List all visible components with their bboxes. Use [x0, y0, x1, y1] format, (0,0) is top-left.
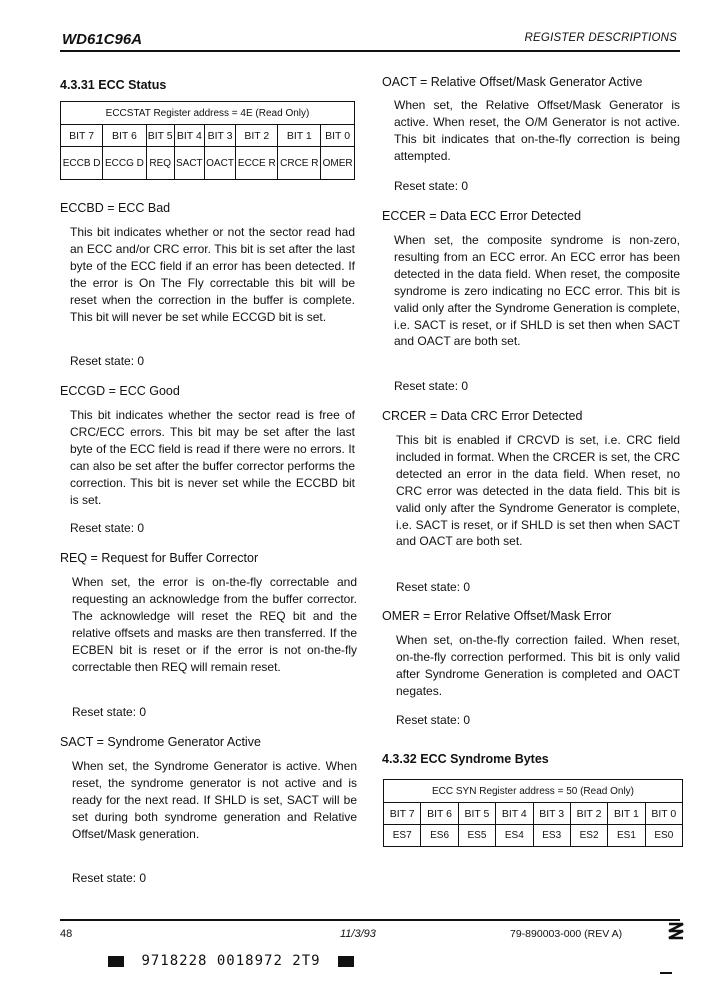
section-title-4-3-32: 4.3.32 ECC Syndrome Bytes [382, 752, 549, 766]
desc-oact: When set, the Relative Offset/Mask Generator is active. When reset, the O/M Generator is not active. This bit indicates that on-the-fly correction is being attempted. [394, 98, 680, 163]
reset-req: Reset state: 0 [72, 705, 147, 719]
bit-name: ES6 [421, 825, 458, 847]
term-eccer: ECCER = Data ECC Error Detected [382, 209, 582, 223]
footer-doc-number: 79-890003-000 (REV A) [510, 928, 623, 940]
section-header: REGISTER DESCRIPTIONS [524, 32, 677, 44]
reset-eccer: Reset state: 0 [394, 379, 469, 393]
bit-label: BIT 5 [458, 803, 495, 825]
desc-sact: When set, the Syndrome Generator is active. When reset, the syndrome generator is not active and is ready for the next read. If SHLD is set, SACT will be set during both syndrome generation and Relative Offset/Mask generation. [72, 759, 357, 841]
term-oact: OACT = Relative Offset/Mask Generator Active [382, 75, 643, 89]
bit-label: BIT 7 [61, 125, 103, 147]
term-crcer: CRCER = Data CRC Error Detected [382, 409, 583, 423]
bit-name: ES4 [496, 825, 533, 847]
footer-rule [60, 919, 680, 921]
bit-name: ECCG D [103, 147, 146, 180]
wd-logo-icon [668, 922, 684, 945]
bit-name: CRCE R [278, 147, 321, 180]
reset-eccgd: Reset state: 0 [70, 521, 145, 535]
desc-req: When set, the error is on-the-fly correctable and requesting an acknowledge from the buffer corrector. The acknowledge will reset the REQ bit and the relative offsets and masks are then transferred. If the ECBEN bit is reset or if the error is not on-the-fly correctable then REQ will remain reset. [72, 575, 357, 674]
desc-eccbd: This bit indicates whether or not the sector read had an ECC and/or CRC error. This bit is set after the last byte of the ECC field if an error has been detected. If the error is On The Fly correctable this bit will be reset when the correction in the buffer is complete. This bit will never be set while ECCGD bit is set. [70, 225, 355, 324]
reset-eccbd: Reset state: 0 [70, 354, 145, 368]
section-title-4-3-31: 4.3.31 ECC Status [60, 78, 167, 92]
page-number: 48 [60, 928, 73, 940]
bit-label: BIT 4 [174, 125, 204, 147]
term-omer: OMER = Error Relative Offset/Mask Error [382, 609, 612, 623]
eccstat-register-table [60, 101, 355, 180]
barcode-text: 9718228 0018972 2T9 [141, 953, 321, 969]
bit-name: ES1 [608, 825, 645, 847]
bit-label: BIT 4 [496, 803, 533, 825]
reset-crcer: Reset state: 0 [396, 580, 471, 594]
register-caption: ECCSTAT Register address = 4E (Read Only) [61, 102, 355, 125]
bit-name: REQ [146, 147, 174, 180]
bit-label: BIT 6 [421, 803, 458, 825]
bit-label: BIT 6 [103, 125, 146, 147]
bit-name: SACT [174, 147, 204, 180]
bit-label: BIT 3 [533, 803, 570, 825]
bit-name: OMER [321, 147, 355, 180]
bit-label: BIT 2 [236, 125, 278, 147]
bit-label: BIT 1 [278, 125, 321, 147]
desc-crcer: This bit is enabled if CRCVD is set, i.e. CRC field included in format. When the CRCER is set, the CRC detected an error in the data field. When reset, no CRC error was detected in the data field. This bit is valid only after the Syndrome Generator is complete, i.e. SACT is reset, or if SHLD is set then when SACT and OACT are both set. [396, 433, 680, 549]
print-barcode [108, 953, 354, 969]
bit-label: BIT 5 [146, 125, 174, 147]
barcode-block-icon [108, 956, 124, 967]
barcode-block-icon [338, 956, 354, 967]
reset-oact: Reset state: 0 [394, 179, 469, 193]
term-sact: SACT = Syndrome Generator Active [60, 735, 261, 749]
bit-label: BIT 7 [384, 803, 421, 825]
bit-name: ES2 [570, 825, 607, 847]
term-eccbd: ECCBD = ECC Bad [60, 201, 171, 215]
eccsyn-register-table [383, 779, 683, 847]
bit-label: BIT 2 [570, 803, 607, 825]
desc-omer: When set, on-the-fly correction failed. When reset, on-the-fly correction performed. This bit is only valid after Syndrome Generation is completed and OACT negates. [396, 633, 680, 698]
bit-label: BIT 0 [645, 803, 682, 825]
bit-name: ES5 [458, 825, 495, 847]
document-part-number: WD61C96A [62, 31, 143, 48]
bit-name: ES7 [384, 825, 421, 847]
desc-eccgd: This bit indicates whether the sector read is free of CRC/ECC errors. This bit may be set after the last byte of the ECC field is read if there were no errors. It can also be set after the buffer corrector performs the correction. This bit is never set while the ECCBD bit is set. [70, 408, 355, 507]
bit-name: ECCB D [61, 147, 103, 180]
bit-name: ES0 [645, 825, 682, 847]
bit-label: BIT 1 [608, 803, 645, 825]
header-rule [60, 50, 680, 52]
desc-eccer: When set, the composite syndrome is non-zero, resulting from an ECC error. An ECC error has been detected in the data field. When reset, the composite syndrome is zero indicating no ECC error. This bit is valid only after the Syndrome Generation is complete, i.e. SACT is reset, or if SHLD is set then when SACT and OACT are both set. [394, 233, 680, 349]
term-req: REQ = Request for Buffer Corrector [60, 551, 259, 565]
reset-sact: Reset state: 0 [72, 871, 147, 885]
bit-name: ECCE R [236, 147, 278, 180]
bit-label: BIT 3 [204, 125, 235, 147]
register-caption: ECC SYN Register address = 50 (Read Only) [384, 780, 683, 803]
bit-name: OACT [204, 147, 235, 180]
term-eccgd: ECCGD = ECC Good [60, 384, 180, 398]
corner-mark [660, 972, 672, 974]
footer-date: 11/3/93 [340, 928, 376, 940]
bit-label: BIT 0 [321, 125, 355, 147]
reset-omer: Reset state: 0 [396, 713, 471, 727]
bit-name: ES3 [533, 825, 570, 847]
